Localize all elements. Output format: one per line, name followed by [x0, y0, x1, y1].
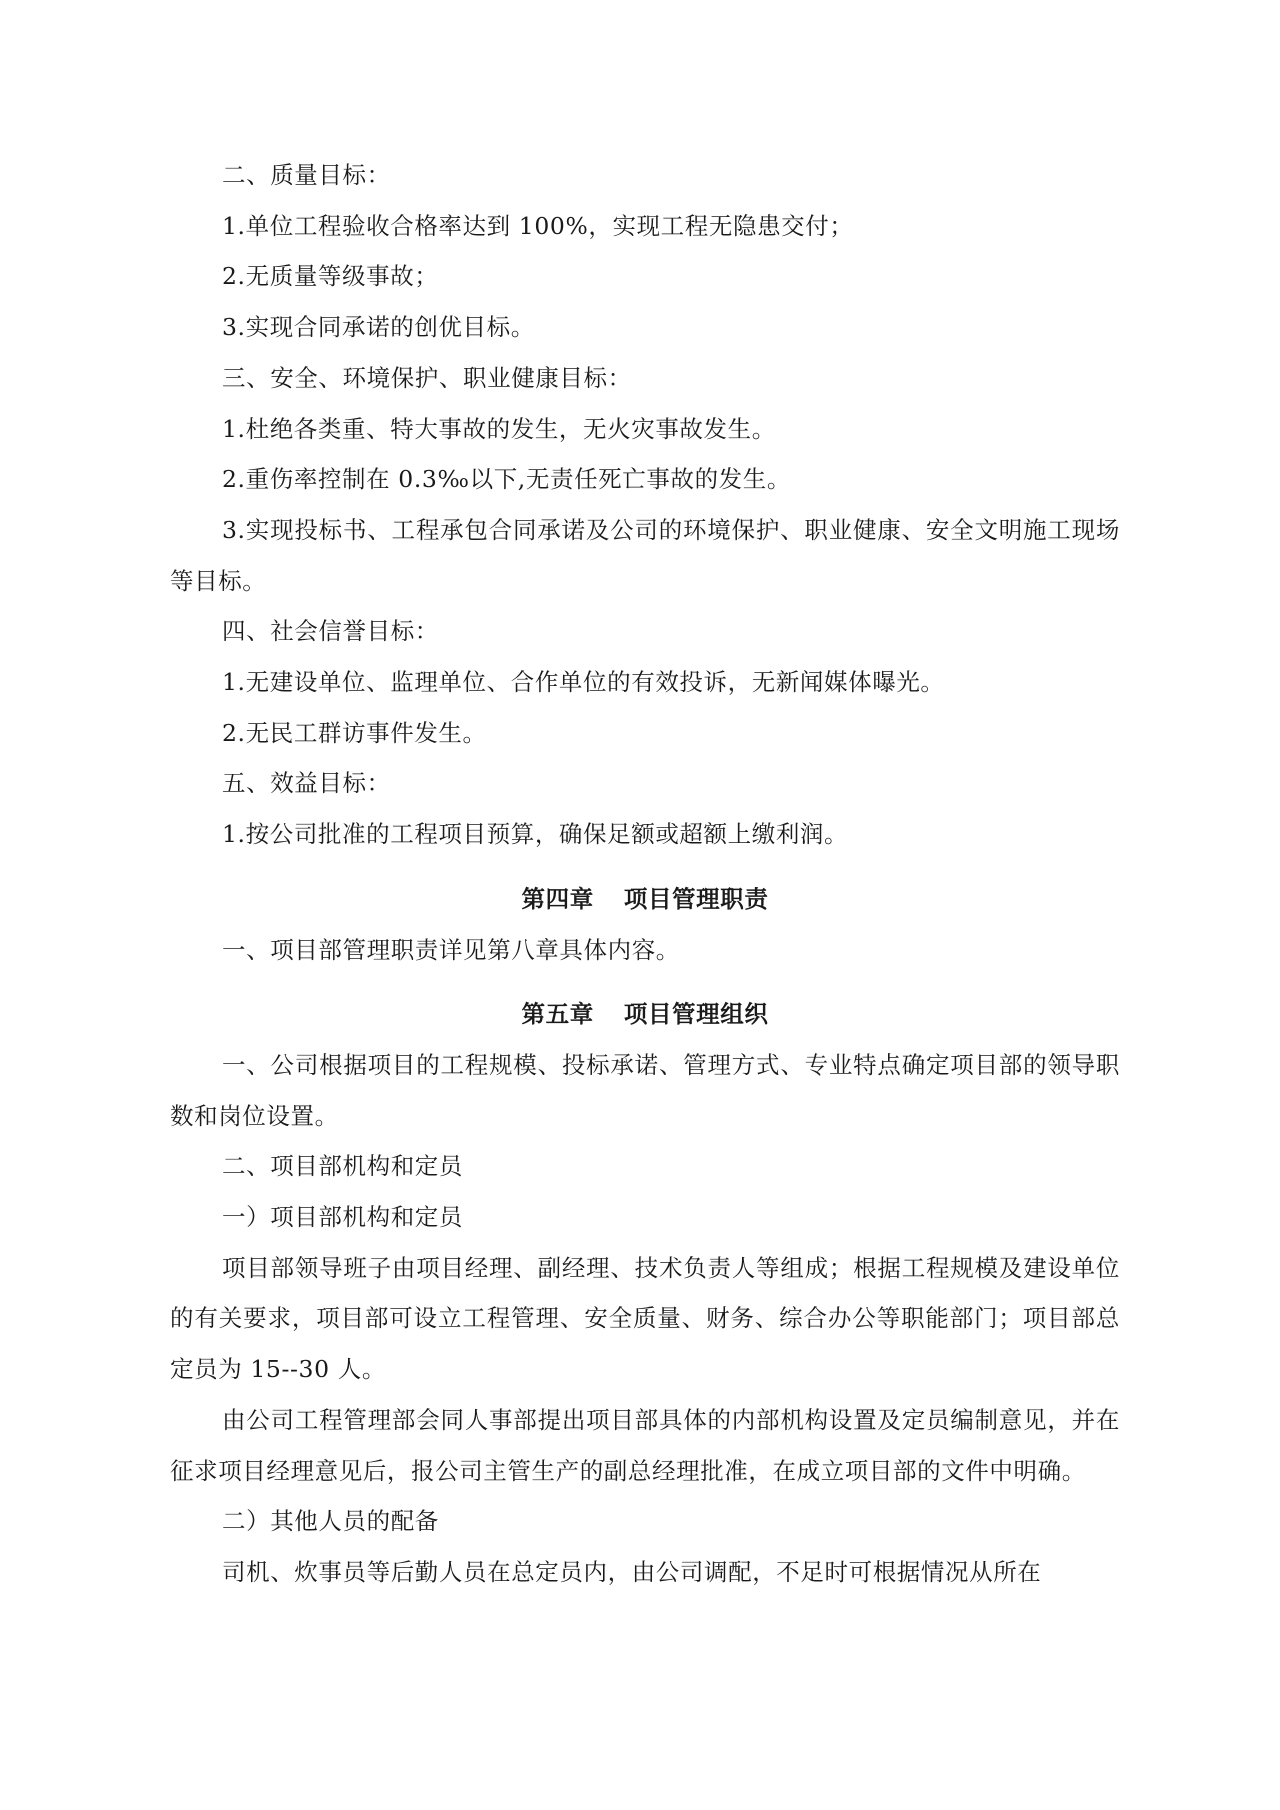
paragraph: 项目部领导班子由项目经理、副经理、技术负责人等组成；根据工程规模及建设单位的有关要求，项目部可设立工程管理、安全质量、财务、综合办公等职能部门；项目部总定员为 15--30 人。 — [170, 1253, 1120, 1384]
paragraph: 一、公司根据项目的工程规模、投标承诺、管理方式、专业特点确定项目部的领导职数和岗位设置。 — [170, 1050, 1120, 1130]
spacer — [170, 975, 1120, 989]
list-item: 3.实现合同承诺的创优目标。 — [222, 313, 535, 342]
list-item: 1.杜绝各类重、特大事故的发生，无火灾事故发生。 — [222, 414, 776, 443]
list-item: 1.无建设单位、监理单位、合作单位的有效投诉，无新闻媒体曝光。 — [222, 668, 945, 697]
section-heading-benefit: 五、效益目标： — [222, 769, 391, 798]
list-item: 1.单位工程验收合格率达到 100%，实现工程无隐患交付； — [222, 211, 854, 240]
chapter-heading-5 — [170, 989, 1120, 1040]
document-body — [170, 150, 1120, 1598]
list-item: 2.无民工群访事件发生。 — [222, 718, 487, 747]
chapter-number: 第四章 — [521, 884, 594, 913]
list-item: 2.无质量等级事故； — [222, 262, 439, 291]
list-item: 3.实现投标书、工程承包合同承诺及公司的环境保护、职业健康、安全文明施工现场等目标。 — [170, 515, 1120, 595]
section-heading-reputation: 四、社会信誉目标： — [222, 617, 439, 646]
paragraph: 司机、炊事员等后勤人员在总定员内，由公司调配，不足时可根据情况从所在 — [222, 1557, 1042, 1586]
chapter-heading-4 — [170, 874, 1120, 925]
list-item: 1.按公司批准的工程项目预算，确保足额或超额上缴利润。 — [222, 820, 849, 849]
subsection-heading: 二）其他人员的配备 — [222, 1507, 439, 1536]
section-heading-safety: 三、安全、环境保护、职业健康目标： — [222, 363, 632, 392]
paragraph: 一、项目部管理职责详见第八章具体内容。 — [222, 935, 680, 964]
list-item: 2.重伤率控制在 0.3‰以下,无责任死亡事故的发生。 — [222, 465, 791, 494]
chapter-title: 项目管理组织 — [623, 1000, 769, 1029]
spacer — [170, 860, 1120, 874]
subsection-heading: 一）项目部机构和定员 — [222, 1203, 463, 1232]
section-heading-org: 二、项目部机构和定员 — [222, 1152, 463, 1181]
chapter-title: 项目管理职责 — [623, 884, 769, 913]
section-heading-quality: 二、质量目标： — [222, 161, 391, 189]
chapter-number: 第五章 — [521, 1000, 594, 1029]
paragraph: 由公司工程管理部会同人事部提出项目部具体的内部机构设置及定员编制意见，并在征求项目经理意见后，报公司主管生产的副总经理批准，在成立项目部的文件中明确。 — [170, 1405, 1120, 1485]
